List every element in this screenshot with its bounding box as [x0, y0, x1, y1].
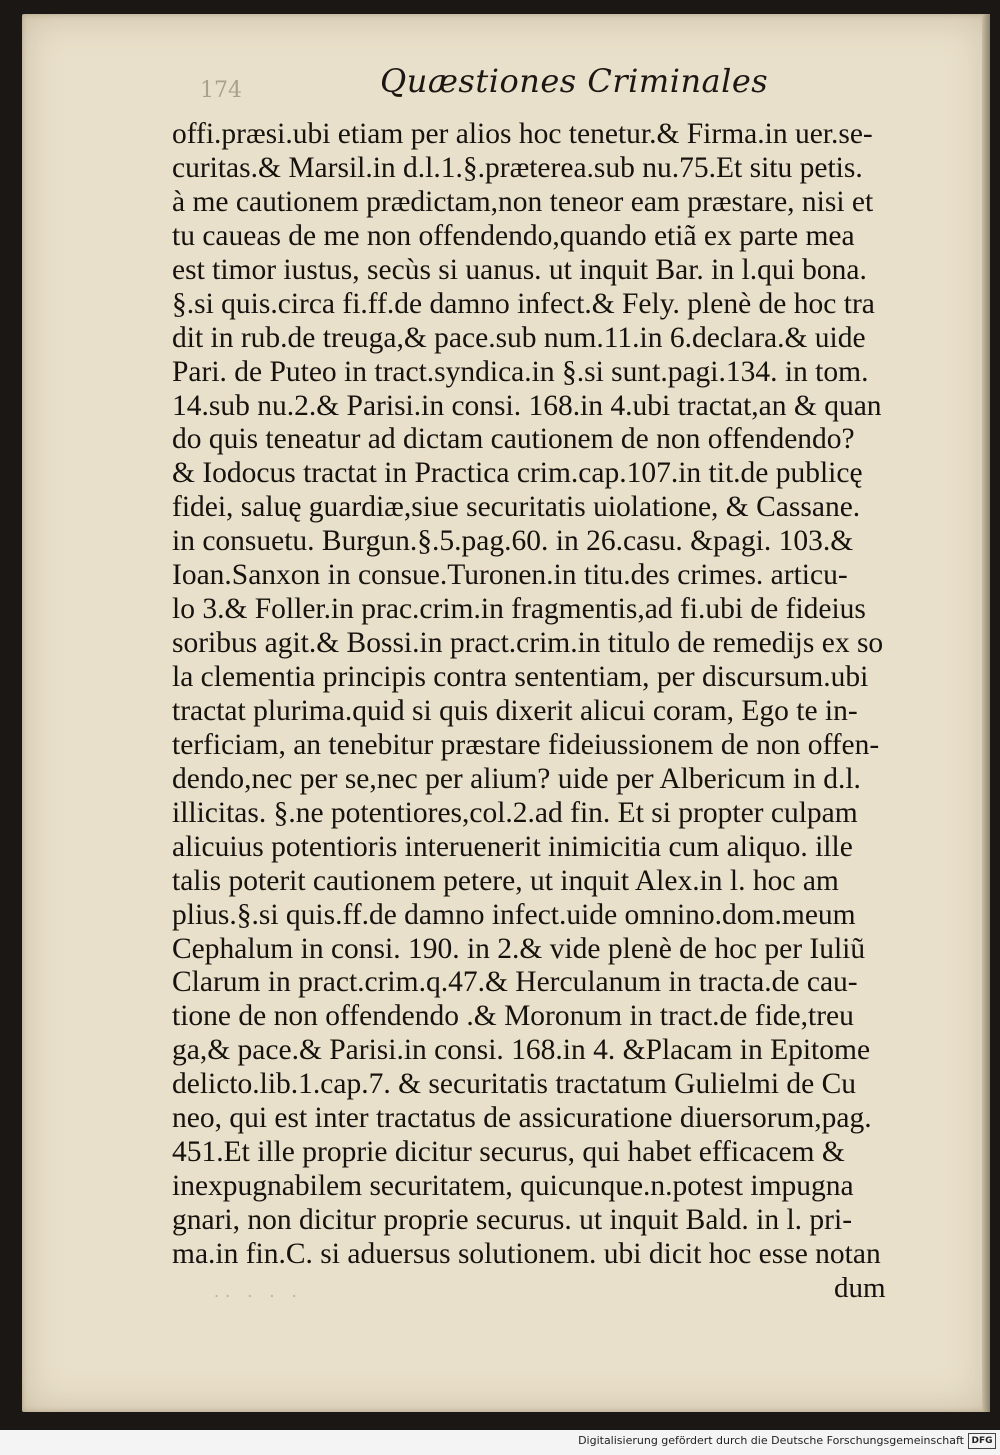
text-line: soribus agit.& Bossi.in pract.crim.in titulo de remedijs ex so — [172, 627, 884, 660]
text-line: lo 3.& Foller.in prac.crim.in fragmentis,ad fi.ubi de fideius — [172, 593, 866, 626]
text-line: §.si quis.circa fi.ff.de damno infect.& Fely. plenè de hoc tra — [172, 287, 875, 320]
text-line: est timor iustus, secùs si uanus. ut inquit Bar. in l.qui bona. — [172, 253, 867, 286]
text-line: la clementia principis contra sententiam, per discursum.ubi — [172, 661, 869, 693]
text-line: curitas.& Marsil.in d.l.1.§.præterea.sub nu.75.Et situ petis. — [172, 151, 863, 184]
running-head: Quæstiones Criminales — [380, 62, 769, 100]
text-line: & Iodocus tractat in Practica crim.cap.107.in tit.de publicę — [172, 457, 863, 490]
text-line: Ioan.Sanxon in consue.Turonen.in titu.des crimes. articu- — [172, 559, 848, 592]
text-line: ma.in fin.C. si aduersus solutionem. ubi dicit hoc esse notan — [172, 1237, 881, 1270]
text-line: offi.præsi.ubi etiam per alios hoc tenetur.& Firma.in uer.se- — [172, 118, 873, 150]
text-line: in consuetu. Burgun.§.5.pag.60. in 26.casu. &pagi. 103.& — [172, 525, 854, 558]
catchword: dum — [834, 1272, 886, 1304]
text-line: 451.Et ille proprie dicitur securus, qui habet efficacem & — [172, 1136, 845, 1169]
text-line: neo, qui est inter tractatus de assicuratione diuersorum,pag. — [172, 1102, 872, 1135]
text-line: illicitas. §.ne potentiores,col.2.ad fin. Et si propter culpam — [172, 796, 858, 829]
text-line: Clarum in pract.crim.q.47.& Herculanum in tracta.de cau- — [172, 966, 858, 999]
text-line: inexpugnabilem securitatem, quicunque.n.potest impugna — [172, 1170, 854, 1203]
text-line: talis poterit cautionem petere, ut inquit Alex.in l. hoc am — [172, 864, 839, 897]
text-line: ga,& pace.& Parisi.in consi. 168.in 4. &Placam in Epitome — [172, 1034, 871, 1067]
text-line: dit in rub.de treuga,& pace.sub num.11.in 6.declara.& uide — [172, 321, 866, 354]
text-line: fidei, saluę guardiæ,siue securitatis uiolatione, & Cassane. — [172, 491, 861, 524]
text-line: tu caueas de me non offendendo,quando etiã ex parte mea — [172, 219, 855, 252]
body-text — [172, 118, 942, 1272]
text-line: Pari. de Puteo in tract.syndica.in §.si sunt.pagi.134. in tom. — [172, 355, 869, 388]
text-line: tractat plurima.quid si quis dixerit alicui coram, Ego te in- — [172, 694, 858, 727]
page-edge — [982, 14, 990, 1412]
funding-credit: Digitalisierung gefördert durch die Deutsche Forschungsgemeinschaft — [578, 1434, 964, 1447]
text-line: à me cautionem prædictam,non teneor eam præstare, nisi et — [172, 185, 874, 218]
text-line: 14.sub nu.2.& Parisi.in consi. 168.in 4.ubi tractat,an & quan — [172, 389, 882, 422]
text-line: alicuius potentioris interuenerit inimicitia cum aliquo. ille — [172, 830, 853, 863]
text-line: delicto.lib.1.cap.7. & securitatis tractatum Gulielmi de Cu — [172, 1068, 857, 1101]
text-line: tione de non offendendo .& Moronum in tract.de fide,treu — [172, 1000, 854, 1033]
folio-number: 174 — [200, 78, 242, 103]
text-line: gnari, non dicitur proprie securus. ut inquit Bald. in l. pri- — [172, 1204, 853, 1236]
text-line: do quis teneatur ad dictam cautionem de non offendendo? — [172, 423, 855, 456]
text-line: Cephalum in consi. 190. in 2.& vide plenè de hoc per Iuliũ — [172, 932, 866, 965]
text-line: plius.§.si quis.ff.de damno infect.uide omnino.dom.meum — [172, 898, 856, 931]
dfg-logo: DFG — [968, 1433, 996, 1449]
text-line: dendo,nec per se,nec per alium? uide per Albericum in d.l. — [172, 762, 861, 795]
text-line: terficiam, an tenebitur præstare fideiussionem de non offen- — [172, 728, 880, 761]
bleed-through-marks: .. . . . — [214, 1282, 303, 1301]
